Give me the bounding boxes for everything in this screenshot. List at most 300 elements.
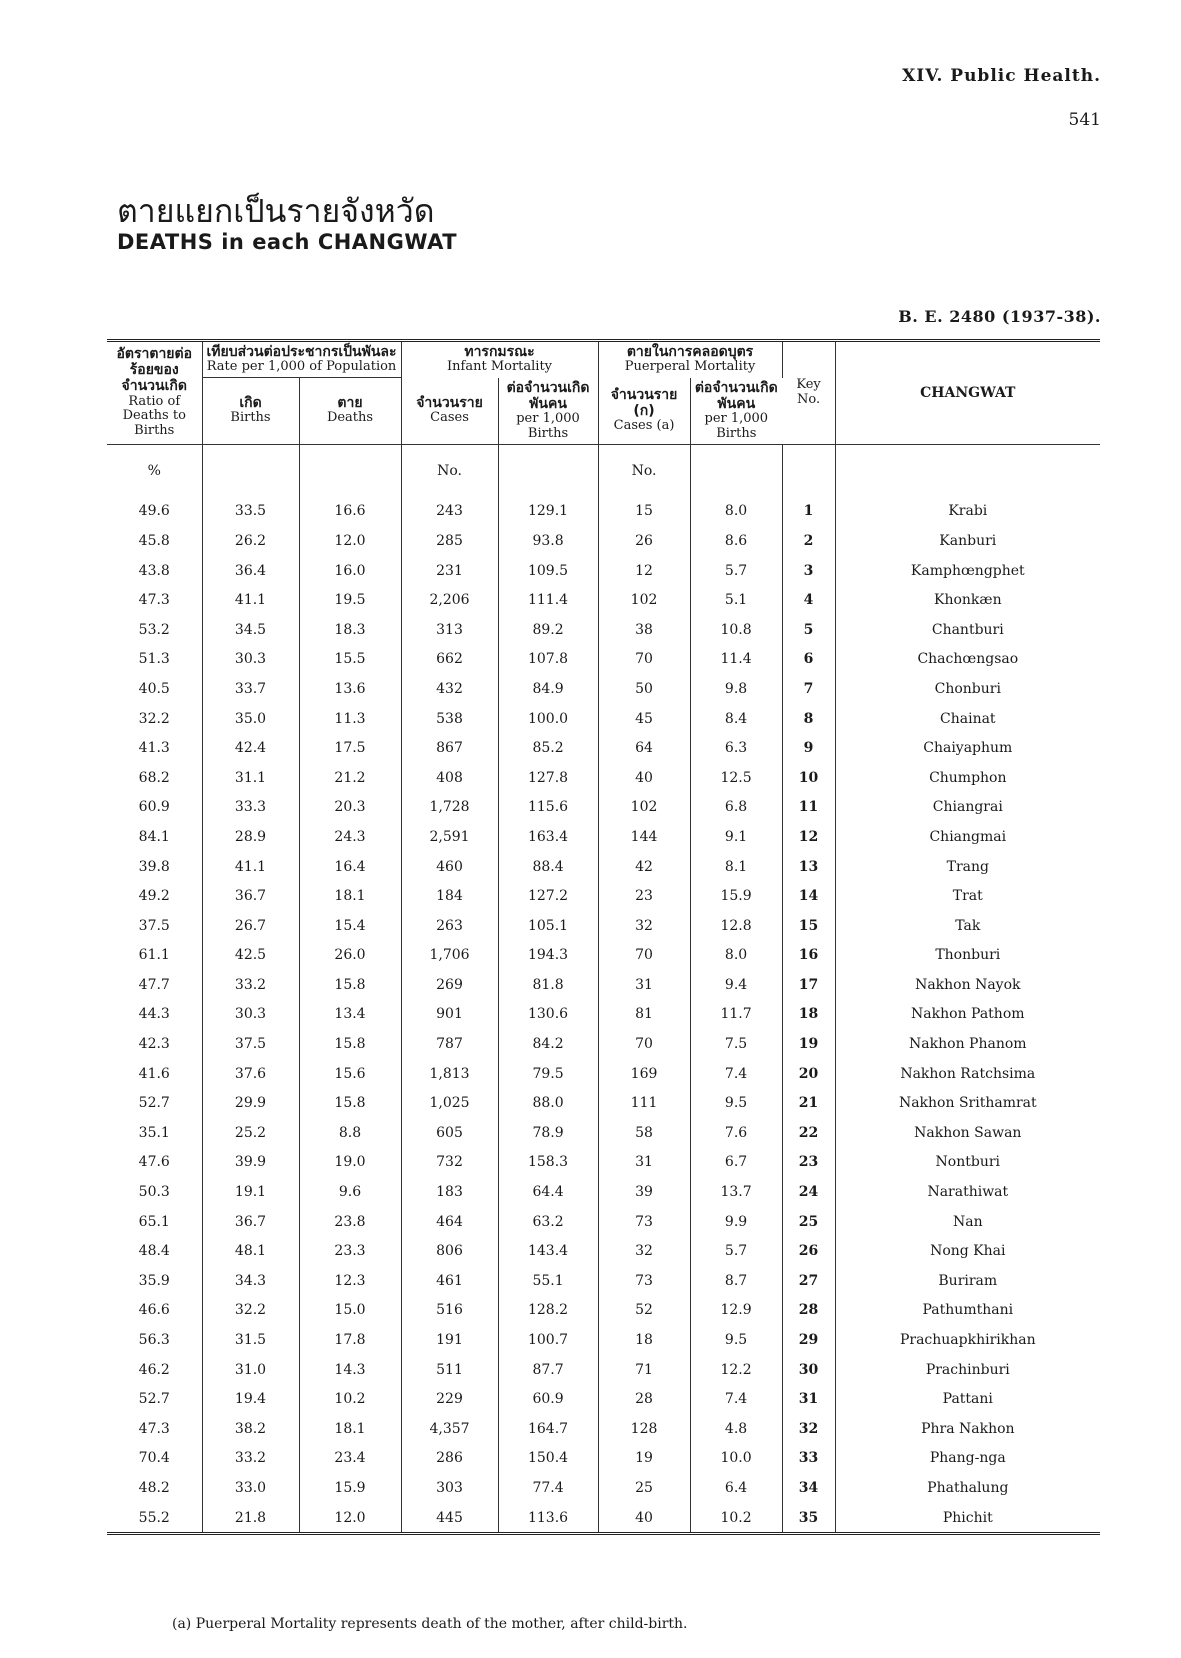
cell-ratio: 60.9 xyxy=(107,793,202,823)
cell-infant-cases: 1,813 xyxy=(401,1059,498,1089)
cell-deaths: 13.4 xyxy=(299,1000,401,1030)
cell-ratio: 47.3 xyxy=(107,585,202,615)
title-english: DEATHS in each CHANGWAT xyxy=(117,230,458,254)
cell-infant-cases: 516 xyxy=(401,1296,498,1326)
cell-infant-per: 87.7 xyxy=(498,1355,598,1385)
cell-infant-per: 100.7 xyxy=(498,1325,598,1355)
cell-key: 1 xyxy=(782,497,835,527)
cell-births: 34.3 xyxy=(202,1266,299,1296)
cell-puer-cases: 15 xyxy=(598,497,690,527)
cell-name: Phra Nakhon xyxy=(921,1420,1015,1437)
cell-key: 17 xyxy=(782,970,835,1000)
cell-infant-cases: 732 xyxy=(401,1148,498,1178)
cell-key: 8 xyxy=(782,704,835,734)
cell-births: 39.9 xyxy=(202,1148,299,1178)
cell-ratio: 45.8 xyxy=(107,526,202,556)
table-row xyxy=(107,881,1100,911)
header-key-en: Key No. xyxy=(796,376,821,407)
cell-infant-per: 150.4 xyxy=(498,1444,598,1474)
unit-empty xyxy=(835,444,1100,497)
cell-name: Trat xyxy=(952,888,983,905)
cell-puer-cases: 38 xyxy=(598,615,690,645)
cell-puer-cases: 26 xyxy=(598,526,690,556)
cell-puer-per: 8.0 xyxy=(690,497,782,527)
cell-infant-cases: 4,357 xyxy=(401,1414,498,1444)
cell-deaths: 15.8 xyxy=(299,970,401,1000)
cell-key: 22 xyxy=(782,1118,835,1148)
unit-ratio: % xyxy=(107,444,202,497)
cell-key: 3 xyxy=(782,556,835,586)
cell-births: 31.1 xyxy=(202,763,299,793)
units-row xyxy=(107,444,1100,497)
cell-puer-per: 9.9 xyxy=(690,1207,782,1237)
cell-infant-per: 84.9 xyxy=(498,674,598,704)
cell-deaths: 16.4 xyxy=(299,852,401,882)
cell-deaths: 19.5 xyxy=(299,585,401,615)
cell-puer-cases: 144 xyxy=(598,822,690,852)
cell-deaths: 24.3 xyxy=(299,822,401,852)
table-row xyxy=(107,822,1100,852)
cell-births: 30.3 xyxy=(202,1000,299,1030)
cell-puer-cases: 25 xyxy=(598,1473,690,1503)
table-row xyxy=(107,615,1100,645)
cell-births: 33.0 xyxy=(202,1473,299,1503)
cell-births: 30.3 xyxy=(202,645,299,675)
cell-key: 19 xyxy=(782,1029,835,1059)
table-row xyxy=(107,526,1100,556)
cell-name: Kanburi xyxy=(939,532,997,549)
header-infant-thai: ทารกมรณะ xyxy=(464,344,535,361)
table-row xyxy=(107,970,1100,1000)
cell-name: Krabi xyxy=(948,503,988,520)
cell-key: 18 xyxy=(782,1000,835,1030)
cell-puer-per: 8.7 xyxy=(690,1266,782,1296)
cell-deaths: 13.6 xyxy=(299,674,401,704)
cell-infant-per: 79.5 xyxy=(498,1059,598,1089)
cell-infant-per: 158.3 xyxy=(498,1148,598,1178)
cell-infant-cases: 901 xyxy=(401,1000,498,1030)
table-row xyxy=(107,1148,1100,1178)
cell-deaths: 19.0 xyxy=(299,1148,401,1178)
cell-name: Trang xyxy=(946,858,989,875)
cell-puer-cases: 73 xyxy=(598,1266,690,1296)
cell-name: Thonburi xyxy=(935,947,1001,964)
cell-deaths: 15.8 xyxy=(299,1088,401,1118)
cell-key: 23 xyxy=(782,1148,835,1178)
cell-key: 13 xyxy=(782,852,835,882)
cell-births: 35.0 xyxy=(202,704,299,734)
cell-infant-per: 111.4 xyxy=(498,585,598,615)
cell-infant-cases: 1,728 xyxy=(401,793,498,823)
cell-infant-cases: 231 xyxy=(401,556,498,586)
cell-puer-cases: 169 xyxy=(598,1059,690,1089)
cell-infant-cases: 191 xyxy=(401,1325,498,1355)
cell-infant-cases: 303 xyxy=(401,1473,498,1503)
cell-births: 33.3 xyxy=(202,793,299,823)
cell-infant-per: 109.5 xyxy=(498,556,598,586)
cell-key: 31 xyxy=(782,1384,835,1414)
cell-puer-per: 7.6 xyxy=(690,1118,782,1148)
cell-puer-cases: 31 xyxy=(598,1148,690,1178)
cell-births: 42.5 xyxy=(202,941,299,971)
cell-infant-per: 129.1 xyxy=(498,497,598,527)
cell-births: 31.5 xyxy=(202,1325,299,1355)
cell-ratio: 42.3 xyxy=(107,1029,202,1059)
cell-name: Chumphon xyxy=(929,769,1007,786)
table-row xyxy=(107,1296,1100,1326)
table-row xyxy=(107,1414,1100,1444)
cell-key: 11 xyxy=(782,793,835,823)
cell-infant-per: 78.9 xyxy=(498,1118,598,1148)
cell-key: 28 xyxy=(782,1296,835,1326)
cell-infant-cases: 662 xyxy=(401,645,498,675)
cell-ratio: 70.4 xyxy=(107,1444,202,1474)
cell-name: Narathiwat xyxy=(927,1184,1009,1201)
header-puerperal-thai: ตายในการคลอดบุตร xyxy=(626,344,754,361)
cell-deaths: 14.3 xyxy=(299,1355,401,1385)
table-row xyxy=(107,497,1100,527)
table-row xyxy=(107,645,1100,675)
cell-ratio: 32.2 xyxy=(107,704,202,734)
header-puerperal-per-thai: ต่อจำนวนเกิดพันคน xyxy=(694,379,778,412)
cell-puer-cases: 52 xyxy=(598,1296,690,1326)
cell-deaths: 12.0 xyxy=(299,526,401,556)
cell-puer-cases: 111 xyxy=(598,1088,690,1118)
cell-name: Phang-nga xyxy=(929,1450,1006,1467)
cell-deaths: 26.0 xyxy=(299,941,401,971)
cell-deaths: 23.8 xyxy=(299,1207,401,1237)
cell-puer-per: 6.7 xyxy=(690,1148,782,1178)
cell-name: Phichit xyxy=(942,1509,993,1526)
table-row xyxy=(107,1325,1100,1355)
cell-puer-per: 6.4 xyxy=(690,1473,782,1503)
cell-name: Chiangmai xyxy=(929,828,1007,845)
cell-puer-per: 9.5 xyxy=(690,1088,782,1118)
cell-births: 38.2 xyxy=(202,1414,299,1444)
table-row xyxy=(107,556,1100,586)
cell-puer-per: 4.8 xyxy=(690,1414,782,1444)
cell-births: 28.9 xyxy=(202,822,299,852)
cell-name: Chantburi xyxy=(931,621,1004,638)
deaths-table xyxy=(107,339,1100,1535)
table-row xyxy=(107,733,1100,763)
cell-deaths: 23.3 xyxy=(299,1236,401,1266)
cell-deaths: 10.2 xyxy=(299,1384,401,1414)
cell-infant-cases: 184 xyxy=(401,881,498,911)
table-row xyxy=(107,585,1100,615)
cell-infant-cases: 432 xyxy=(401,674,498,704)
header-rate-thai: เทียบส่วนต่อประชากรเป็นพันละ xyxy=(206,344,397,360)
cell-births: 32.2 xyxy=(202,1296,299,1326)
cell-births: 29.9 xyxy=(202,1088,299,1118)
cell-infant-per: 88.0 xyxy=(498,1088,598,1118)
cell-puer-per: 8.0 xyxy=(690,941,782,971)
cell-puer-per: 7.4 xyxy=(690,1384,782,1414)
unit-empty xyxy=(690,444,782,497)
cell-key: 30 xyxy=(782,1355,835,1385)
cell-key: 32 xyxy=(782,1414,835,1444)
cell-puer-per: 7.5 xyxy=(690,1029,782,1059)
cell-deaths: 15.4 xyxy=(299,911,401,941)
cell-births: 41.1 xyxy=(202,585,299,615)
cell-infant-cases: 460 xyxy=(401,852,498,882)
cell-puer-per: 8.4 xyxy=(690,704,782,734)
cell-puer-cases: 64 xyxy=(598,733,690,763)
cell-name: Buriram xyxy=(938,1272,998,1289)
header-infant xyxy=(401,341,598,378)
cell-births: 34.5 xyxy=(202,615,299,645)
cell-births: 48.1 xyxy=(202,1236,299,1266)
cell-puer-cases: 71 xyxy=(598,1355,690,1385)
table-row xyxy=(107,1207,1100,1237)
table-row xyxy=(107,911,1100,941)
header-deaths-en: Deaths xyxy=(326,410,374,426)
cell-puer-per: 5.7 xyxy=(690,556,782,586)
cell-key: 35 xyxy=(782,1503,835,1534)
cell-name: Phathalung xyxy=(927,1479,1009,1496)
unit-puerperal-cases: No. xyxy=(598,444,690,497)
cell-deaths: 20.3 xyxy=(299,793,401,823)
cell-puer-per: 13.7 xyxy=(690,1177,782,1207)
cell-infant-cases: 313 xyxy=(401,615,498,645)
title-thai: ตายแยกเป็นรายจังหวัด xyxy=(117,192,435,230)
header-rate xyxy=(202,341,401,378)
cell-infant-cases: 243 xyxy=(401,497,498,527)
cell-puer-per: 12.2 xyxy=(690,1355,782,1385)
cell-name: Nakhon Phanom xyxy=(909,1036,1027,1053)
cell-ratio: 55.2 xyxy=(107,1503,202,1534)
cell-key: 15 xyxy=(782,911,835,941)
cell-puer-per: 10.8 xyxy=(690,615,782,645)
cell-infant-per: 164.7 xyxy=(498,1414,598,1444)
cell-deaths: 23.4 xyxy=(299,1444,401,1474)
cell-puer-per: 12.5 xyxy=(690,763,782,793)
cell-infant-per: 115.6 xyxy=(498,793,598,823)
cell-puer-cases: 42 xyxy=(598,852,690,882)
table-row xyxy=(107,1236,1100,1266)
table-row xyxy=(107,763,1100,793)
cell-births: 42.4 xyxy=(202,733,299,763)
header-births-en: Births xyxy=(230,410,271,426)
cell-name: Nakhon Srithamrat xyxy=(898,1095,1037,1112)
cell-key: 4 xyxy=(782,585,835,615)
table-row xyxy=(107,1088,1100,1118)
cell-infant-cases: 445 xyxy=(401,1503,498,1534)
cell-deaths: 17.5 xyxy=(299,733,401,763)
cell-name: Nakhon Ratchsima xyxy=(900,1065,1036,1082)
header-infant-per-thai: ต่อจำนวนเกิดพันคน xyxy=(506,379,590,412)
cell-puer-per: 11.7 xyxy=(690,1000,782,1030)
cell-deaths: 18.3 xyxy=(299,615,401,645)
footnote: (a) Puerperal Mortality represents death of the mother, after child-birth. xyxy=(172,1616,688,1632)
cell-births: 31.0 xyxy=(202,1355,299,1385)
cell-infant-cases: 2,206 xyxy=(401,585,498,615)
cell-name: Khonkæn xyxy=(934,592,1002,609)
cell-infant-cases: 183 xyxy=(401,1177,498,1207)
header-puerperal-cases-thai: จำนวนราย (ก) xyxy=(610,387,678,420)
header-puerperal-en: Puerperal Mortality xyxy=(624,359,756,375)
cell-puer-per: 15.9 xyxy=(690,881,782,911)
cell-key: 7 xyxy=(782,674,835,704)
cell-deaths: 8.8 xyxy=(299,1118,401,1148)
cell-deaths: 16.6 xyxy=(299,497,401,527)
cell-births: 37.5 xyxy=(202,1029,299,1059)
cell-name: Nakhon Pathom xyxy=(911,1006,1025,1023)
table-row xyxy=(107,1177,1100,1207)
cell-deaths: 11.3 xyxy=(299,704,401,734)
header-deaths-thai: ตาย xyxy=(337,395,363,412)
header-ratio-thai: อัตราตายต่อร้อยของจำนวนเกิด xyxy=(116,346,193,395)
cell-ratio: 53.2 xyxy=(107,615,202,645)
header-infant-en: Infant Mortality xyxy=(447,359,553,375)
cell-infant-per: 93.8 xyxy=(498,526,598,556)
cell-deaths: 15.5 xyxy=(299,645,401,675)
cell-ratio: 41.3 xyxy=(107,733,202,763)
cell-puer-cases: 28 xyxy=(598,1384,690,1414)
cell-ratio: 48.4 xyxy=(107,1236,202,1266)
unit-infant-cases: No. xyxy=(401,444,498,497)
cell-infant-per: 127.8 xyxy=(498,763,598,793)
cell-deaths: 15.8 xyxy=(299,1029,401,1059)
cell-infant-per: 77.4 xyxy=(498,1473,598,1503)
header-births xyxy=(202,378,299,445)
cell-deaths: 15.9 xyxy=(299,1473,401,1503)
cell-infant-per: 88.4 xyxy=(498,852,598,882)
cell-infant-cases: 1,706 xyxy=(401,941,498,971)
cell-key: 25 xyxy=(782,1207,835,1237)
cell-puer-cases: 32 xyxy=(598,911,690,941)
cell-puer-per: 6.3 xyxy=(690,733,782,763)
cell-name: Prachinburi xyxy=(925,1361,1010,1378)
cell-key: 10 xyxy=(782,763,835,793)
cell-deaths: 17.8 xyxy=(299,1325,401,1355)
cell-key: 20 xyxy=(782,1059,835,1089)
cell-births: 37.6 xyxy=(202,1059,299,1089)
cell-puer-per: 10.2 xyxy=(690,1503,782,1534)
cell-deaths: 15.0 xyxy=(299,1296,401,1326)
header-puerperal-per xyxy=(690,378,782,445)
cell-deaths: 21.2 xyxy=(299,763,401,793)
cell-deaths: 12.0 xyxy=(299,1503,401,1534)
cell-ratio: 49.6 xyxy=(107,497,202,527)
cell-ratio: 65.1 xyxy=(107,1207,202,1237)
cell-puer-cases: 102 xyxy=(598,585,690,615)
cell-infant-cases: 1,025 xyxy=(401,1088,498,1118)
cell-ratio: 46.6 xyxy=(107,1296,202,1326)
table-row xyxy=(107,941,1100,971)
cell-infant-cases: 263 xyxy=(401,911,498,941)
header-ratio-en: Ratio of Deaths to Births xyxy=(122,393,186,439)
cell-ratio: 47.7 xyxy=(107,970,202,1000)
table-row xyxy=(107,852,1100,882)
cell-ratio: 61.1 xyxy=(107,941,202,971)
header-infant-per xyxy=(498,378,598,445)
cell-births: 33.2 xyxy=(202,970,299,1000)
cell-infant-per: 81.8 xyxy=(498,970,598,1000)
cell-infant-per: 163.4 xyxy=(498,822,598,852)
cell-key: 29 xyxy=(782,1325,835,1355)
cell-births: 33.5 xyxy=(202,497,299,527)
cell-infant-cases: 867 xyxy=(401,733,498,763)
cell-puer-cases: 12 xyxy=(598,556,690,586)
cell-puer-per: 5.1 xyxy=(690,585,782,615)
table-row xyxy=(107,1118,1100,1148)
header-deaths xyxy=(299,378,401,445)
header-rate-en: Rate per 1,000 of Population xyxy=(206,359,397,375)
cell-infant-per: 130.6 xyxy=(498,1000,598,1030)
cell-puer-per: 12.9 xyxy=(690,1296,782,1326)
cell-ratio: 52.7 xyxy=(107,1384,202,1414)
cell-key: 33 xyxy=(782,1444,835,1474)
cell-ratio: 68.2 xyxy=(107,763,202,793)
cell-births: 26.2 xyxy=(202,526,299,556)
cell-infant-cases: 2,591 xyxy=(401,822,498,852)
cell-ratio: 56.3 xyxy=(107,1325,202,1355)
cell-infant-per: 84.2 xyxy=(498,1029,598,1059)
cell-infant-cases: 538 xyxy=(401,704,498,734)
cell-key: 21 xyxy=(782,1088,835,1118)
cell-name: Nong Khai xyxy=(930,1243,1006,1260)
table-row xyxy=(107,704,1100,734)
cell-ratio: 47.3 xyxy=(107,1414,202,1444)
cell-births: 19.1 xyxy=(202,1177,299,1207)
cell-puer-per: 5.7 xyxy=(690,1236,782,1266)
cell-ratio: 84.1 xyxy=(107,822,202,852)
cell-ratio: 39.8 xyxy=(107,852,202,882)
cell-infant-per: 63.2 xyxy=(498,1207,598,1237)
cell-puer-cases: 102 xyxy=(598,793,690,823)
header-infant-cases-thai: จำนวนราย xyxy=(416,395,483,412)
cell-infant-per: 100.0 xyxy=(498,704,598,734)
cell-births: 26.7 xyxy=(202,911,299,941)
cell-infant-per: 128.2 xyxy=(498,1296,598,1326)
cell-ratio: 43.8 xyxy=(107,556,202,586)
cell-infant-per: 143.4 xyxy=(498,1236,598,1266)
cell-name: Tak xyxy=(955,917,981,934)
table-row xyxy=(107,793,1100,823)
cell-infant-cases: 464 xyxy=(401,1207,498,1237)
cell-births: 33.7 xyxy=(202,674,299,704)
cell-puer-cases: 18 xyxy=(598,1325,690,1355)
cell-infant-per: 85.2 xyxy=(498,733,598,763)
table-row xyxy=(107,1384,1100,1414)
cell-name: Chiangrai xyxy=(932,799,1003,816)
unit-empty xyxy=(498,444,598,497)
cell-name: Chainat xyxy=(940,710,996,727)
cell-puer-per: 6.8 xyxy=(690,793,782,823)
unit-empty xyxy=(202,444,299,497)
header-ratio xyxy=(107,341,202,445)
cell-puer-per: 8.1 xyxy=(690,852,782,882)
page-number: 541 xyxy=(1068,110,1101,130)
cell-key: 34 xyxy=(782,1473,835,1503)
cell-infant-per: 60.9 xyxy=(498,1384,598,1414)
table-row xyxy=(107,1000,1100,1030)
cell-puer-cases: 40 xyxy=(598,763,690,793)
cell-puer-per: 8.6 xyxy=(690,526,782,556)
cell-puer-cases: 23 xyxy=(598,881,690,911)
cell-ratio: 46.2 xyxy=(107,1355,202,1385)
cell-births: 36.7 xyxy=(202,1207,299,1237)
table-row xyxy=(107,1503,1100,1534)
cell-infant-cases: 286 xyxy=(401,1444,498,1474)
cell-name: Prachuapkhirikhan xyxy=(899,1332,1036,1349)
section-title: XIV. Public Health. xyxy=(902,66,1101,86)
cell-births: 25.2 xyxy=(202,1118,299,1148)
cell-ratio: 48.2 xyxy=(107,1473,202,1503)
cell-infant-per: 194.3 xyxy=(498,941,598,971)
cell-puer-per: 10.0 xyxy=(690,1444,782,1474)
